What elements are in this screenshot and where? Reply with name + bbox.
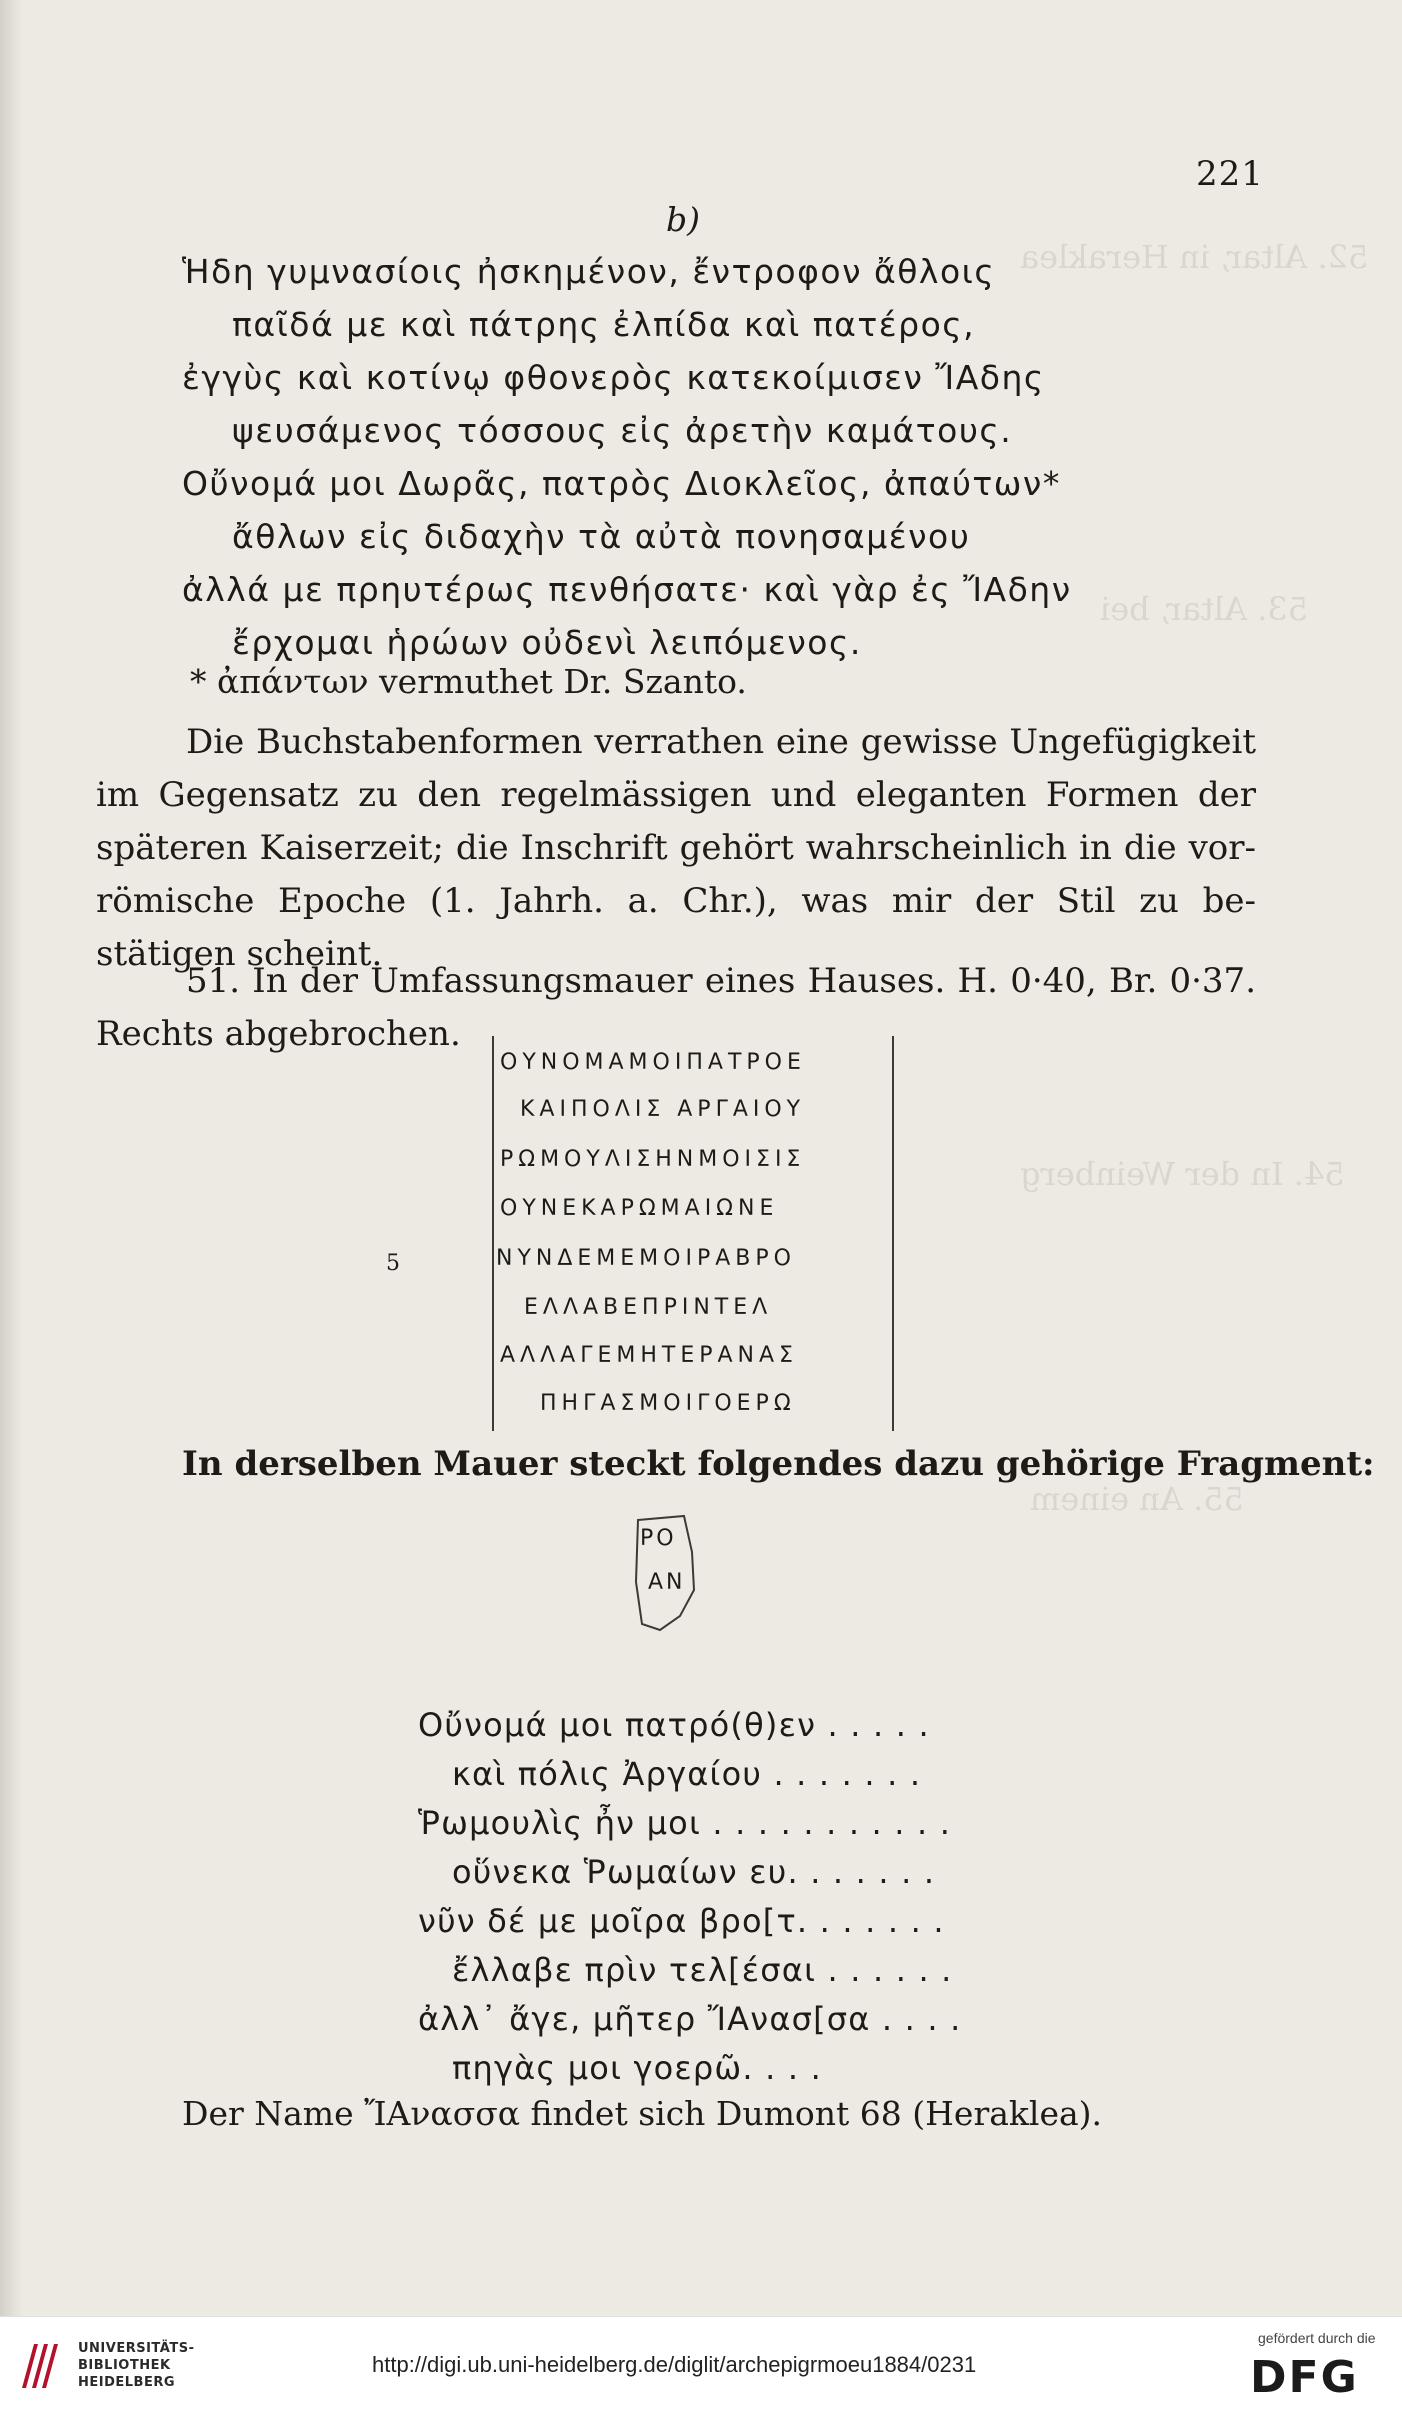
transcription-line: οὕνεκα Ῥωμαίων ευ. . . . . . . [452, 1853, 936, 1891]
paragraph-letterforms [96, 716, 1256, 981]
library-name-line: BIBLIOTHEK [78, 2358, 171, 2373]
transcription-line: πηγὰς μοι γοερῶ. . . . [452, 2049, 822, 2087]
poem-line: ψευσάμενος τόσσους εἰς ἀρετὴν καμάτους. [232, 411, 1013, 450]
bleed-through: 53. Altar, bei [1100, 590, 1309, 628]
bleed-through: 54. In der Weinberg [1020, 1155, 1345, 1193]
transcription-line: Οὔνομά μοι πατρό(θ)εν . . . . . [418, 1706, 930, 1744]
poem-line: ἀλλά με πρηυτέρως πενθήσατε· καὶ γὰρ ἐς ἼΑδην [182, 570, 1072, 609]
transcription-line: ἀλλ᾽ ἄγε, μῆτερ ἼΑνασ[σα . . . . [418, 2000, 962, 2038]
inscription-line: ΡΩΜΟΥΛΙΣΗΝΜΟΙΣΙΣ [500, 1147, 806, 1172]
fragment-heading: In derselben Mauer steckt folgendes dazu gehörige Fragment: [182, 1444, 1375, 1484]
permalink-url[interactable]: http://digi.ub.uni-heidelberg.de/diglit/archepigrmoeu1884/0231 [372, 2352, 977, 2377]
poem-line: ἄθλων εἰς διδαχὴν τὰ αὐτὰ πονησαμένου [232, 517, 971, 556]
text-line: späteren Kaiserzeit; die Inschrift gehört wahrscheinlich in die vor- [96, 828, 1256, 868]
text-line: 51. In der Umfassungsmauer eines Hauses. H. 0·40, Br. 0·37. [186, 961, 1256, 1001]
poem-line: Οὔνομά μοι Δωρᾶς, πατρὸς Διοκλεῖος, ἀπαύτων* [182, 464, 1061, 503]
fragment-line: ΑΝ [648, 1570, 686, 1595]
university-library-logo-icon[interactable] [14, 2338, 64, 2392]
library-name-line: UNIVERSITÄTS- [78, 2341, 195, 2356]
inscription-line: ΟΥΝΕΚΑΡΩΜΑΙΩΝΕ [500, 1196, 779, 1221]
transcription-line: καὶ πόλις Ἀργαίου . . . . . . . [452, 1755, 922, 1793]
closing-sentence: Der Name ἼΑνασσα findet sich Dumont 68 (Heraklea). [182, 2094, 1103, 2133]
page-gutter-shadow [0, 0, 22, 2316]
library-name[interactable] [78, 2340, 194, 2391]
dfg-logo[interactable]: DFG [1250, 2352, 1359, 2403]
section-label: b) [666, 200, 700, 239]
poem-line: ἐγγὺς καὶ κοτίνῳ φθονερὸς κατεκοίμισεν ἼΑδης [182, 358, 1045, 397]
poem-line: Ἡδη γυμνασίοις ἠσκημένον, ἔντροφον ἄθλοις [182, 252, 996, 291]
bleed-through: 55. An einem [1030, 1480, 1245, 1518]
page-number: 221 [1196, 154, 1264, 194]
inscription-line: ΠΗΓΑΣΜΟΙΓΟΕΡΩ [540, 1391, 796, 1416]
text-line: stätigen scheint. [96, 934, 383, 974]
inscription-line: ΕΛΛΑΒΕΠΡΙΝΤΕΛ [524, 1295, 773, 1320]
bleed-through: 52. Altar, in Heraklea [1020, 238, 1369, 276]
funded-by-label: gefördert durch die [1258, 2330, 1376, 2346]
text-line: römische Epoche (1. Jahrh. a. Chr.), was mir der Stil zu be- [96, 881, 1256, 921]
library-name-line: HEIDELBERG [78, 2375, 176, 2390]
text-line: Die Buchstabenformen verrathen eine gewisse Ungefügigkeit [186, 722, 1256, 762]
inscription-line: ΑΛΛΑΓΕΜΗΤΕΡΑΝΑΣ [500, 1343, 798, 1368]
transcription-line: Ῥωμουλὶς ἦν μοι . . . . . . . . . . . [418, 1804, 952, 1842]
inscription-border [492, 1036, 894, 1431]
poem-line: παῖδά με καὶ πάτρης ἐλπίδα καὶ πατέρος, [232, 305, 976, 344]
fragment-facsimile [632, 1512, 702, 1632]
transcription-line: νῦν δέ με μοῖρα βρο[τ. . . . . . . [418, 1902, 945, 1940]
inscription-line: ΝΥΝΔΕΜΕΜΟΙΡΑΒΡΟ [496, 1246, 796, 1271]
inscription-line-number: 5 [386, 1251, 400, 1276]
inscription-line: ΟΥΝΟΜΑΜΟΙΠΑΤΡΟΕ [500, 1050, 806, 1075]
footnote: * ἀπάντων vermuthet Dr. Szanto. [190, 662, 747, 701]
inscription-facsimile [492, 1036, 894, 1431]
transcription-line: ἔλλαβε πρὶν τελ[έσαι . . . . . . [452, 1951, 953, 1989]
poem-line: ἔρχομαι ἡρώων οὐδενὶ λειπόμενος. [232, 623, 862, 662]
text-line: Rechts abgebrochen. [96, 1014, 461, 1054]
inscription-line: ΚΑΙΠΟΛΙΣ ΑΡΓΑΙΟΥ [520, 1097, 806, 1122]
fragment-line: ΡΟ [640, 1526, 677, 1551]
text-line: im Gegensatz zu den regelmässigen und eleganten Formen der [96, 775, 1256, 815]
